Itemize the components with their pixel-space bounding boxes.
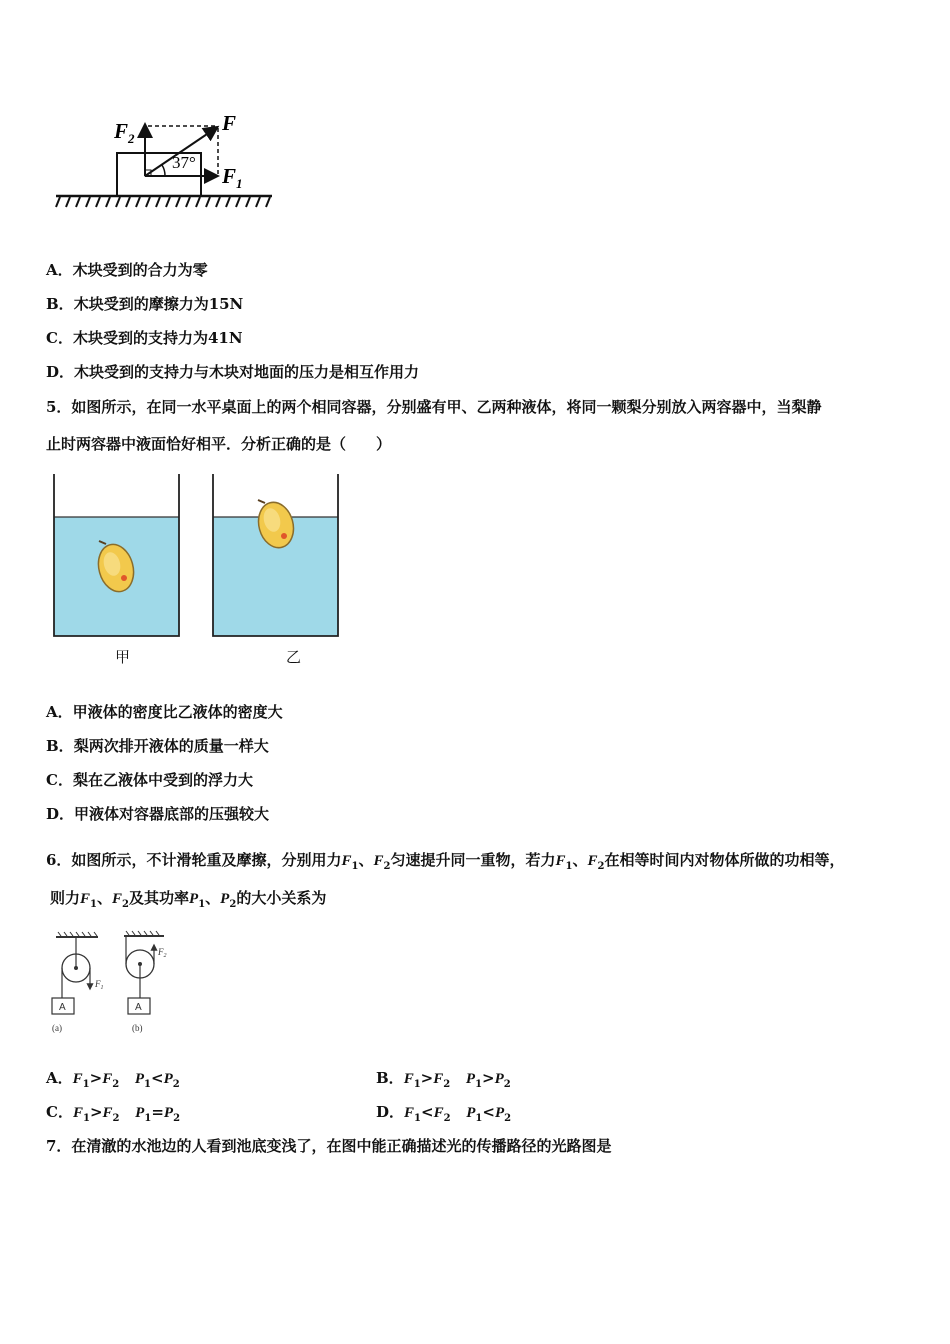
ground-hatch [56, 197, 270, 207]
q5-option-a: A．甲液体的密度比乙液体的密度大 [46, 703, 283, 721]
q6-option-c: C．$F_1>F_2$ $P_1=P_2$ [46, 1103, 181, 1124]
force-diagram-svg [50, 108, 280, 212]
label-f2-b: $F_2$ [158, 947, 167, 959]
q6-option-d: D．$F_1<F_2$ $P_1<P_2$ [376, 1103, 512, 1124]
caption-b: (b) [132, 1023, 143, 1033]
containers-figure [48, 470, 348, 670]
label-f1: $F_1$ [222, 164, 243, 191]
q5-option-d: D．甲液体对容器底部的压强较大 [46, 805, 270, 823]
label-f: F [222, 111, 237, 135]
q4-option-c: C．木块受到的支持力为41N [46, 329, 243, 347]
block-b-label: A [135, 1002, 142, 1013]
q6-option-a: A．$F_1>F_2$ $P_1<P_2$ [46, 1069, 180, 1090]
q6-option-b: B．$F_1>F_2$ $P_1>P_2$ [376, 1069, 511, 1090]
q4-option-d: D．木块受到的支持力与木块对地面的压力是相互作用力 [46, 363, 420, 381]
q5-stem-line2: 止时两容器中液面恰好相平．分析正确的是（ ） [46, 435, 392, 453]
q5-option-b: B．梨两次排开液体的质量一样大 [46, 737, 269, 755]
label-jia: 甲 [115, 648, 131, 666]
label-yi: 乙 [286, 648, 302, 666]
q7-stem: 7．在清澈的水池边的人看到池底变浅了，在图中能正确描述光的传播路径的光路图是 [46, 1137, 612, 1155]
q4-option-a: A．木块受到的合力为零 [46, 261, 208, 279]
q5-stem-line1: 5．如图所示，在同一水平桌面上的两个相同容器，分别盛有甲、乙两种液体，将同一颗梨分别放入两容器中，当梨静 [46, 398, 822, 416]
pulley-svg [46, 928, 186, 1038]
label-f1-a: $F_1$ [95, 979, 104, 991]
q5-option-c: C．梨在乙液体中受到的浮力大 [46, 771, 253, 789]
force-diagram [50, 108, 280, 212]
label-f2: $F_2$ [114, 119, 135, 146]
containers-svg [48, 470, 348, 640]
block-a-label: A [59, 1002, 66, 1013]
angle-arc [162, 165, 165, 176]
pulley-figure [46, 928, 186, 1038]
caption-a: (a) [52, 1023, 62, 1033]
q6-stem-line1: 6．如图所示，不计滑轮重及摩擦，分别用力$F_1$、$F_2$匀速提升同一重物，若力$F_1$、$F_2$在相等时间内对物体所做的功相等， [46, 851, 845, 872]
label-angle: 37° [172, 153, 196, 172]
q4-option-b: B．木块受到的摩擦力为15N [46, 295, 244, 313]
q6-stem-line2: 则力$F_1$、$F_2$及其功率$P_1$、$P_2$的大小关系为 [50, 889, 327, 910]
